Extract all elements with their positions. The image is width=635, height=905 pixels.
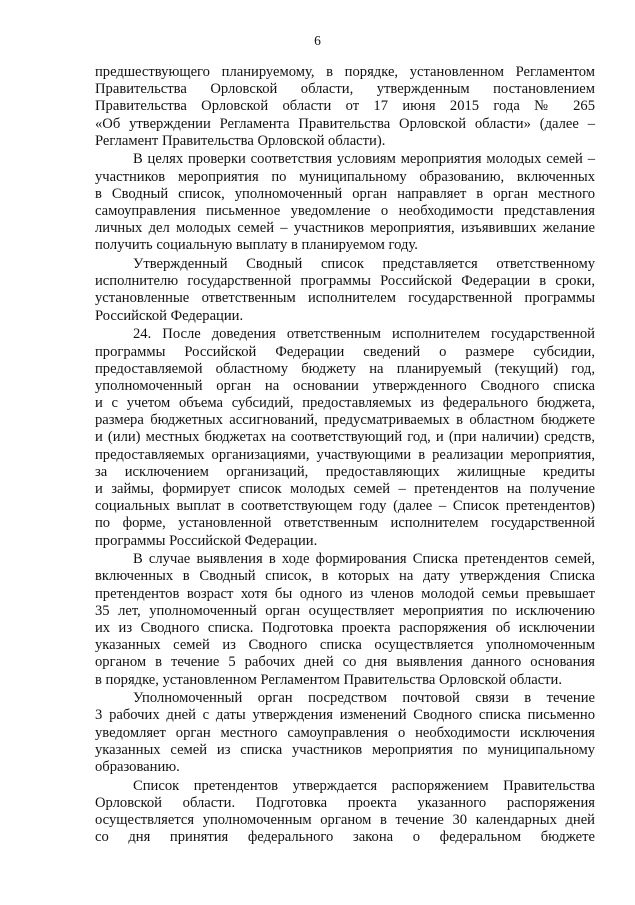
text-line: образованию. xyxy=(95,759,180,775)
text-line: уполномоченный орган на основании утвержденного Сводного списка xyxy=(95,377,595,394)
paragraph xyxy=(95,551,595,689)
text-line: В целях проверки соответствия условиям мероприятия молодых семей – xyxy=(133,151,595,168)
text-line: Утвержденный Сводный список представляется ответственному xyxy=(133,256,595,273)
text-line: Уполномоченный орган посредством почтовой связи в течение xyxy=(133,690,595,707)
text-line: социальных выплат в соответствующем году (далее – Список претендентов) xyxy=(95,498,595,515)
text-line: указанных семей из списка участников мероприятия по муниципальному xyxy=(95,741,595,758)
text-line: и с учетом объема субсидий, предоставляемых из федерального бюджета, xyxy=(95,395,595,412)
text-line: по форме, установленной ответственным исполнителем государственной xyxy=(95,515,595,532)
text-line: Список претендентов утверждается распоряжением Правительства xyxy=(133,777,595,794)
text-line: исполнителю государственной программы Российской Федерации в сроки, xyxy=(95,273,595,290)
text-line: указанных семей из Сводного списка осуществляется уполномоченным xyxy=(95,637,595,654)
text-line: Российской Федерации. xyxy=(95,307,244,324)
text-line: органом в течение 5 рабочих дней со дня выявления данного основания xyxy=(95,654,595,671)
paragraph xyxy=(95,690,595,776)
text-line: в порядке, установленном Регламентом Правительства Орловской области. xyxy=(95,671,563,688)
text-line: их из Сводного списка. Подготовка проекта распоряжения об исключении xyxy=(95,620,595,636)
paragraph xyxy=(95,256,595,325)
text-line: программы Российской Федерации сведений о размере субсидии, xyxy=(95,343,595,360)
paragraph xyxy=(95,778,595,847)
text-line: предшествующего планируемому, в порядке, установленном Регламентом xyxy=(95,64,595,80)
text-line: за исключением организаций, предоставляющих жилищные кредиты xyxy=(95,463,595,480)
text-line: 24. После доведения ответственным исполнителем государственной xyxy=(133,326,595,343)
text-line: В случае выявления в ходе формирования Списка претендентов семей, xyxy=(133,551,595,568)
text-line: получить социальную выплату в планируемом году. xyxy=(95,237,418,254)
text-line: «Об утверждении Регламента Правительства Орловской области» (далее – xyxy=(95,115,595,132)
text-line: и (или) местных бюджетах на соответствующий год, и (при наличии) средств, xyxy=(95,429,595,446)
text-line: программы Российской Федерации. xyxy=(95,532,318,549)
text-line: установленные ответственным исполнителем государственной программы xyxy=(95,290,595,307)
text-line: 3 рабочих дней с даты утверждения изменений Сводного списка письменно xyxy=(95,707,595,724)
text-line: Правительства Орловской области от 17 июня 2015 года № 265 xyxy=(95,98,595,115)
text-line: Регламент Правительства Орловской области). xyxy=(95,132,386,149)
text-line: включенных в Сводный список, в которых на дату утверждения Списка xyxy=(95,568,595,585)
text-line: Орловской области. Подготовка проекта указанного распоряжения xyxy=(95,794,595,811)
paragraph xyxy=(95,326,595,549)
text-line: в Сводный список, уполномоченный орган направляет в орган местного xyxy=(95,185,595,202)
text-line: участников мероприятия по муниципальному образованию, включенных xyxy=(95,168,595,185)
paragraph xyxy=(95,64,595,150)
text-line: осуществляется уполномоченным органом в течение 30 календарных дней xyxy=(95,812,595,829)
text-line: предоставляемой областному бюджету на планируемый (текущий) год, xyxy=(95,360,595,377)
text-line: и займы, формирует список молодых семей – претендентов на получение xyxy=(95,481,595,497)
document-body xyxy=(95,64,595,846)
text-line: уведомляет орган местного самоуправления о необходимости исключения xyxy=(95,724,595,741)
text-line: со дня принятия федерального закона о федеральном бюджете xyxy=(95,829,595,846)
text-line: предоставляемых организациями, участвующими в реализации мероприятия, xyxy=(95,446,595,463)
page-number: 6 xyxy=(314,33,321,48)
text-line: Правительства Орловской области, утвержденным постановлением xyxy=(95,81,595,98)
text-line: 35 лет, уполномоченный орган осуществляет мероприятия по исключению xyxy=(95,602,595,619)
text-line: личных дел молодых семей – участников мероприятия, изъявивших желание xyxy=(95,220,595,237)
text-line: размера бюджетных ассигнований, предусматриваемых в областном бюджете xyxy=(95,412,595,429)
text-line: самоуправления письменное уведомление о необходимости представления xyxy=(95,203,595,219)
text-line: претендентов возраст хотя бы одного из членов молодой семьи превышает xyxy=(95,585,595,602)
paragraph xyxy=(95,151,595,254)
